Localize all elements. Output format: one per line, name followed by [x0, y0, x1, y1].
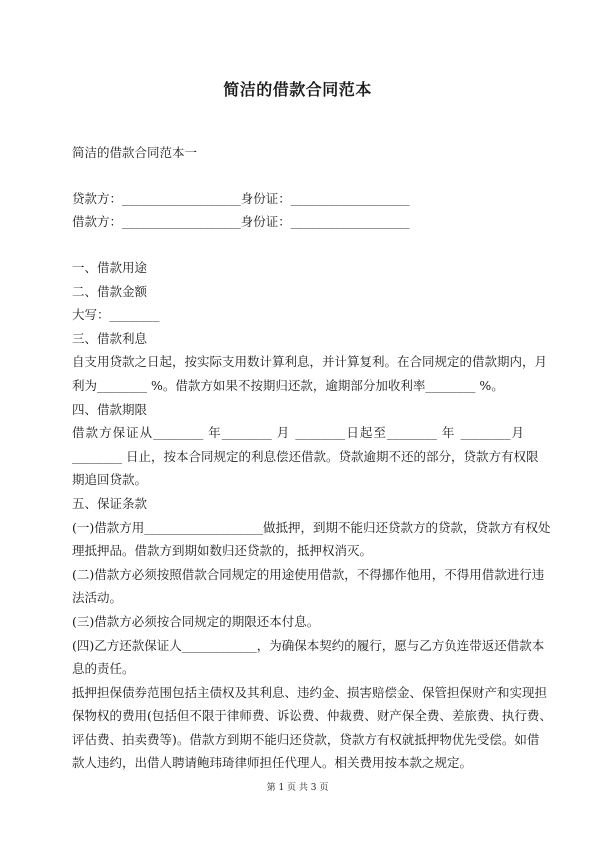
party-lender-line: 贷款方：___________________身份证：___________________	[72, 191, 410, 206]
body-line: (一)借款方用___________________做抵押，到期不能归还贷款方的贷款，贷款方有权处	[72, 519, 551, 535]
body-line: 四、借款期限	[72, 401, 148, 417]
body-line: ________ 日止，按本合同规定的利息偿还借款。贷款逾期不还的部分，贷款方有权限	[72, 448, 539, 464]
contract-body	[72, 256, 552, 775]
body-line: 借款方保证从________ 年________ 月 ________日起至________ 年 ________月	[72, 425, 524, 441]
body-line: 法活动。	[72, 590, 123, 606]
body-line: 大写：________	[72, 307, 160, 323]
body-line: 保物权的费用(包括但不限于律师费、诉讼费、仲裁费、财产保全费、差旅费、执行费、	[72, 708, 552, 724]
body-line: 评估费、拍卖费等)。借款方到期不能归还贷款，贷款方有权就抵押物优先受偿。如借	[72, 731, 540, 747]
body-line: 理抵押品。借款方到期如数归还贷款的，抵押权消灭。	[72, 543, 373, 559]
body-line: 抵押担保债券范围包括主债权及其利息、违约金、损害赔偿金、保管担保财产和实现担	[72, 684, 548, 700]
body-line: (四)乙方还款保证人____________，为确保本契约的履行，愿与乙方负连带返还借款本	[72, 637, 545, 653]
body-line: 三、借款利息	[72, 330, 148, 346]
body-line: 利为________ %。借款方如果不按期归还款，逾期部分加收利率________ %。	[72, 377, 504, 393]
body-line: 一、借款用途	[72, 260, 148, 275]
body-line: 期追回贷款。	[72, 472, 148, 488]
body-line: 息的责任。	[72, 661, 135, 677]
body-line: 自支用贷款之日起，按实际支用数计算利息，并计算复利。在合同规定的借款期内，月	[72, 354, 548, 370]
body-line: 五、保证条款	[72, 495, 148, 511]
party-borrower-line: 借款方：___________________身份证：___________________	[72, 214, 410, 229]
document-subtitle: 简洁的借款合同范本一	[72, 145, 198, 160]
body-line: 二、借款金额	[72, 283, 148, 299]
page-footer: 第 1 页 共 3 页	[266, 783, 329, 793]
body-line: (二)借款方必须按照借款合同规定的用途使用借款，不得挪作他用，不得用借款进行违	[72, 566, 545, 582]
body-line: 款人违约，出借人聘请鲍玮琦律师担任代理人。相关费用按本款之规定。	[72, 755, 473, 771]
body-line: (三)借款方必须按合同规定的期限还本付息。	[72, 613, 320, 629]
document-title: 简洁的借款合同范本	[223, 80, 372, 99]
